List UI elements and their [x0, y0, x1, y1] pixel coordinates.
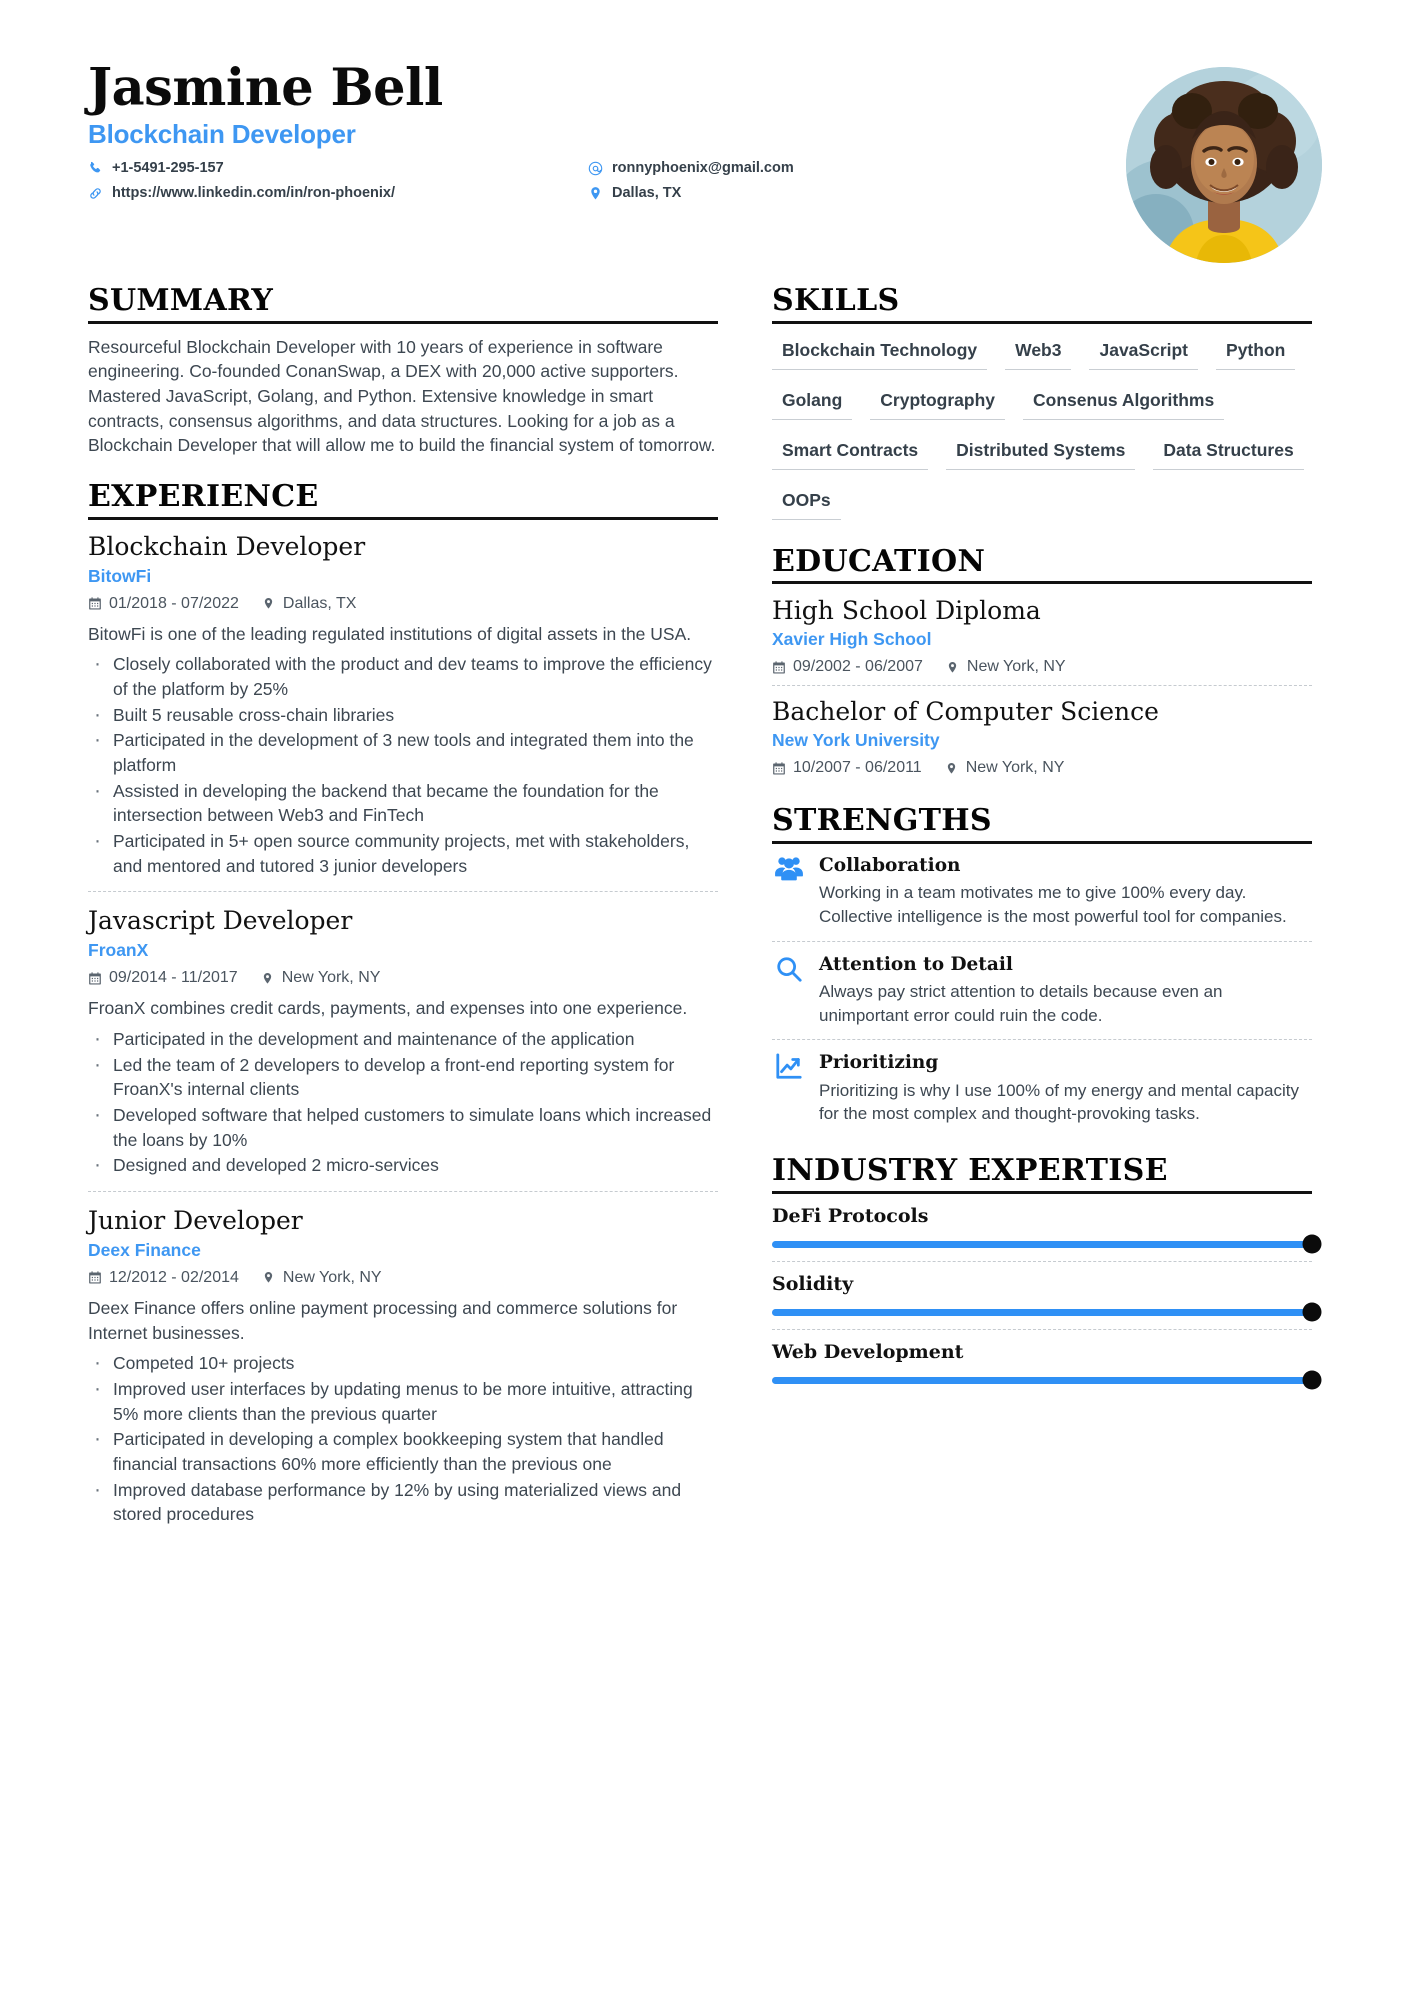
experience-bullet: · Assisted in developing the backend that became the foundation for the intersection between Web3 and FinTech: [88, 779, 718, 828]
contact-email-text: ronnyphoenix@gmail.com: [612, 160, 794, 177]
experience-dates: [88, 595, 239, 613]
resume-header: [88, 60, 1322, 248]
section-divider: [772, 321, 1312, 324]
experience-company: BitowFi: [88, 565, 152, 586]
contact-location-text: Dallas, TX: [612, 184, 682, 201]
expertise-progress-knob[interactable]: [1303, 1371, 1322, 1390]
experience-role: Blockchain Developer: [88, 531, 366, 561]
experience-heading: EXPERIENCE: [88, 478, 319, 514]
education-list: [772, 595, 1312, 786]
strength-description: Working in a team motivates me to give 100% every day. Collective intelligence is the most powerful tool for companies.: [819, 882, 1287, 926]
contact-linkedin[interactable]: [88, 184, 588, 204]
expertise-progress-fill: [772, 1309, 1312, 1316]
education-meta: [772, 759, 1312, 777]
expertise-progress-knob[interactable]: [1303, 1303, 1322, 1322]
experience-company: Deex Finance: [88, 1239, 201, 1260]
experience-location: [261, 969, 381, 987]
experience-location-text: New York, NY: [282, 1268, 382, 1286]
education-entry: [772, 595, 1312, 685]
strength-item: [772, 855, 1312, 941]
experience-bullets: [88, 652, 718, 878]
skill-chip: Blockchain Technology: [772, 335, 987, 370]
education-entry: [772, 685, 1312, 786]
summary-heading: SUMMARY: [88, 283, 274, 318]
calendar-icon: [88, 971, 102, 986]
expertise-progress-bar[interactable]: [772, 1309, 1312, 1316]
people-group-icon: [772, 855, 806, 887]
location-pin-icon: [262, 1270, 276, 1285]
section-divider: [772, 581, 1312, 584]
experience-location-text: Dallas, TX: [282, 594, 357, 612]
candidate-job-title: Blockchain Developer: [88, 119, 356, 150]
experience-description: Deex Finance offers online payment processing and commerce solutions for Internet businesses.: [88, 1297, 678, 1343]
strength-item: [772, 941, 1312, 1040]
contact-linkedin-text: https://www.linkedin.com/in/ron-phoenix/: [112, 184, 396, 201]
education-location: [946, 658, 1066, 676]
education-school: Xavier High School: [772, 629, 932, 650]
skill-chip: OOPs: [772, 485, 841, 520]
experience-bullet: · Participated in 5+ open source community projects, met with stakeholders, and mentored and tutored 3 junior developers: [88, 829, 718, 878]
experience-description: BitowFi is one of the leading regulated institutions of digital assets in the USA.: [88, 623, 692, 644]
experience-meta: [88, 969, 718, 987]
strength-title: Attention to Detail: [819, 953, 1013, 975]
expertise-progress-fill: [772, 1377, 1312, 1384]
education-school: New York University: [772, 730, 940, 751]
phone-icon: [88, 161, 103, 176]
expertise-progress-knob[interactable]: [1303, 1235, 1322, 1254]
experience-bullets: [88, 1351, 718, 1527]
magnifier-icon: [772, 954, 806, 986]
education-location-text: New York, NY: [965, 759, 1065, 777]
location-pin-icon: [946, 660, 960, 675]
experience-dates-text: 01/2018 - 07/2022: [109, 594, 239, 612]
location-pin-icon: [261, 971, 275, 986]
expertise-label: Web Development: [772, 1340, 964, 1363]
experience-company: FroanX: [88, 940, 149, 961]
experience-bullet: · Built 5 reusable cross-chain libraries: [88, 703, 718, 728]
skill-chip: Python: [1216, 335, 1295, 370]
experience-bullet: · Designed and developed 2 micro-services: [88, 1153, 718, 1178]
calendar-icon: [772, 660, 786, 675]
skills-heading: SKILLS: [772, 283, 900, 318]
experience-dates-text: 12/2012 - 02/2014: [109, 1268, 239, 1286]
skills-list: [772, 335, 1312, 535]
education-dates-text: 10/2007 - 06/2011: [793, 759, 922, 777]
summary-section: [88, 284, 718, 458]
experience-bullet: · Closely collaborated with the product and dev teams to improve the efficiency of the platform by 25%: [88, 652, 718, 701]
link-icon: [88, 186, 103, 201]
experience-dates: [88, 969, 238, 987]
strengths-list: [772, 855, 1312, 1138]
calendar-icon: [88, 596, 102, 611]
education-degree: High School Diploma: [772, 596, 1041, 626]
experience-role: Javascript Developer: [88, 906, 353, 936]
calendar-icon: [88, 1270, 102, 1285]
expertise-label: DeFi Protocols: [772, 1204, 929, 1227]
experience-meta: [88, 1269, 718, 1287]
avatar: [1126, 67, 1322, 263]
education-section: [772, 545, 1312, 787]
left-column: [88, 284, 718, 1548]
experience-bullet: · Participated in the development and maintenance of the application: [88, 1027, 718, 1052]
strength-item: [772, 1039, 1312, 1138]
skill-chip: Golang: [772, 385, 852, 420]
strength-title: Collaboration: [819, 854, 961, 876]
education-location: [945, 759, 1065, 777]
expertise-progress-bar[interactable]: [772, 1377, 1312, 1384]
experience-bullet: · Led the team of 2 developers to develop a front-end reporting system for FroanX's internal clients: [88, 1053, 718, 1102]
experience-entry: [88, 531, 718, 892]
strengths-heading: STRENGTHS: [772, 803, 992, 839]
experience-bullet: · Improved database performance by 12% by using materialized views and stored procedures: [88, 1478, 718, 1527]
experience-bullet: · Competed 10+ projects: [88, 1351, 718, 1376]
experience-location: [262, 595, 357, 613]
contact-phone-text: +1-5491-295-157: [112, 160, 224, 177]
section-divider: [772, 1191, 1312, 1194]
skill-chip: Distributed Systems: [946, 435, 1135, 470]
industry-expertise-section: [772, 1154, 1312, 1397]
strengths-section: [772, 804, 1312, 1138]
experience-description: FroanX combines credit cards, payments, and expenses into one experience.: [88, 998, 688, 1019]
strength-title: Prioritizing: [819, 1052, 939, 1074]
experience-dates-text: 09/2014 - 11/2017: [109, 969, 238, 987]
experience-entry: [88, 891, 718, 1191]
expertise-progress-bar[interactable]: [772, 1241, 1312, 1248]
right-column: [772, 284, 1312, 1405]
section-divider: [772, 841, 1312, 844]
expertise-item: [772, 1261, 1312, 1329]
section-divider: [88, 517, 718, 520]
education-location-text: New York, NY: [966, 658, 1066, 676]
email-icon: [588, 161, 603, 176]
experience-list: [88, 531, 718, 1540]
section-divider: [88, 321, 718, 324]
location-pin-icon: [588, 186, 603, 201]
education-dates-text: 09/2002 - 06/2007: [793, 658, 923, 676]
summary-text: Resourceful Blockchain Developer with 10 years of experience in software engineering. Co-founded ConanSwap, a DEX with 20,000 active supporters. Mastered JavaScript, Golang, and Python. Extensive knowledge in smart contracts, consensus algorithms, and data structures. Looking for a job as a Blockchain Developer that will allow me to build the financial system of tomorrow.: [88, 336, 716, 456]
experience-dates: [88, 1269, 239, 1287]
expertise-progress-fill: [772, 1241, 1312, 1248]
strength-description: Always pay strict attention to details because even an unimportant error could ruin the code.: [819, 981, 1223, 1025]
experience-meta: [88, 595, 718, 613]
calendar-icon: [772, 761, 786, 776]
experience-location-text: New York, NY: [281, 969, 381, 987]
skill-chip: Smart Contracts: [772, 435, 928, 470]
location-pin-icon: [262, 596, 276, 611]
experience-bullets: [88, 1027, 718, 1178]
skill-chip: Cryptography: [870, 385, 1005, 420]
expertise-item: [772, 1205, 1312, 1261]
education-degree: Bachelor of Computer Science: [772, 697, 1159, 727]
experience-section: [88, 480, 718, 1540]
strength-description: Prioritizing is why I use 100% of my energy and mental capacity for the most complex and thought-provoking tasks.: [819, 1080, 1300, 1124]
education-heading: EDUCATION: [772, 543, 986, 579]
skill-chip: JavaScript: [1089, 335, 1198, 370]
candidate-name: Jasmine Bell: [88, 58, 443, 118]
expertise-item: [772, 1329, 1312, 1397]
skills-section: [772, 284, 1312, 535]
education-meta: [772, 658, 1312, 676]
industry-expertise-heading: INDUSTRY EXPERTISE: [772, 1153, 1168, 1189]
resume-body: [88, 284, 1322, 1548]
experience-bullet: · Participated in developing a complex bookkeeping system that handled financial transactions 60% more efficiently than the previous one: [88, 1427, 718, 1476]
experience-location: [262, 1269, 382, 1287]
experience-entry: [88, 1191, 718, 1540]
skill-chip: Consenus Algorithms: [1023, 385, 1224, 420]
skill-chip: Web3: [1005, 335, 1071, 370]
expertise-label: Solidity: [772, 1272, 854, 1295]
experience-bullet: · Developed software that helped customers to simulate loans which increased the loans by 10%: [88, 1103, 718, 1152]
experience-role: Junior Developer: [88, 1205, 303, 1235]
growth-chart-icon: [772, 1052, 806, 1084]
experience-bullet: · Improved user interfaces by updating menus to be more intuitive, attracting 5% more clients than the previous quarter: [88, 1377, 718, 1426]
location-pin-icon: [945, 761, 959, 776]
expertise-list: [772, 1205, 1312, 1397]
skill-chip: Data Structures: [1153, 435, 1303, 470]
contact-phone[interactable]: [88, 159, 588, 179]
education-dates: [772, 759, 922, 777]
experience-bullet: · Participated in the development of 3 new tools and integrated them into the platform: [88, 728, 718, 777]
education-dates: [772, 658, 923, 676]
